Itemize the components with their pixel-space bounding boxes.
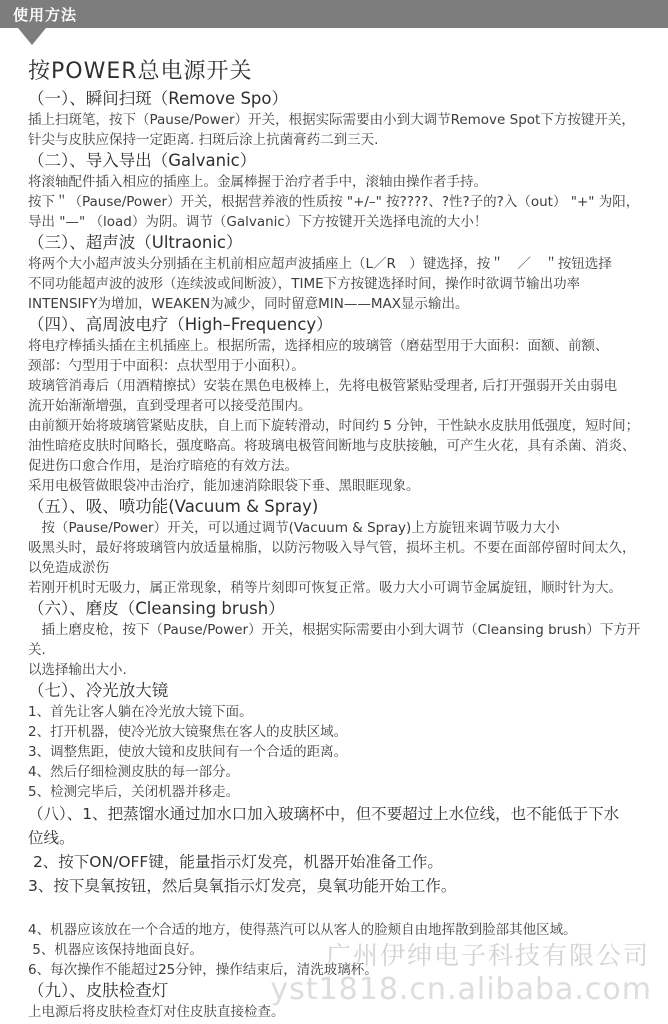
doc-line: 玻璃管消毒后（用酒精擦拭）安装在黑色电极棒上，先将电极管紧贴受理者, 后打开强弱开关由弱电: [28, 378, 618, 394]
doc-line: 以选择输出大小.: [28, 662, 127, 678]
doc-line: 上电源后将皮肤检查灯对住皮肤直接检查。: [28, 1004, 285, 1020]
section-heading: （五）、吸、喷功能(Vacuum & Spray): [28, 497, 319, 516]
doc-line: 4、然后仔细检测皮肤的每一部分。: [28, 764, 240, 780]
doc-line: 不同功能超声波的波形（连续波或间断波），TIME下方按键选择时间，操作时欲调节输出功率: [28, 276, 581, 292]
usage-method-tab-label: 使用方法: [13, 5, 78, 24]
doc-line: 插上扫斑笔，按下（Pause/Power）开关，根据实际需要由小到大调节Remove Spot下方按键开关，: [28, 112, 635, 128]
doc-line: 3、按下臭氧按钮，然后臭氧指示灯发亮，臭氧功能开始工作。: [28, 877, 457, 895]
doc-line: 3、调整焦距，使放大镜和皮肤间有一个合适的距离。: [28, 744, 348, 760]
section-heading: （三）、超声波（Ultraonic）: [28, 233, 243, 252]
doc-line: 采用电极管做眼袋冲击治疗，能加速消除眼袋下垂、黑眼眶现象。: [28, 478, 420, 494]
tab-pointer-arrow-icon: [18, 28, 46, 45]
watermark-url: yst1818.cn.alibaba.com: [270, 972, 652, 1007]
doc-line: 导出 "—" （load）为阴。调节（Galvanic）下方按键开关选择电流的大小！: [28, 214, 488, 230]
doc-line: 2、打开机器，使冷光放大镜聚焦在客人的皮肤区域。: [28, 724, 348, 740]
doc-line: 由前额开始将玻璃管紧贴皮肤，自上而下旋转滑动，时间约 5 分钟，干性缺水皮肤用低强度，短时间；: [28, 418, 640, 434]
instruction-document: [28, 57, 650, 1022]
doc-line: 插上磨皮枪，按下（Pause/Power）开关，根据实际需要由小到大调节（Cleansing brush）下方开关.: [28, 622, 641, 658]
doc-line: 4、机器应该放在一个合适的地方，使得蒸汽可以从客人的脸颊自由地挥散到脸部其他区域。: [28, 922, 577, 938]
doc-line: 6、每次操作不能超过25分钟，操作结束后，清洗玻璃杯。: [28, 962, 378, 978]
watermark-company: 广州伊绅电子科技有限公司: [325, 941, 650, 970]
doc-line: 按下＂（Pause/Power）开关，根据营养液的性质按 "+/–" 按????、?性?子的?入（out） "+" 为阳，: [28, 194, 640, 210]
doc-line: 5、机器应该保持地面良好。: [28, 942, 203, 958]
doc-line: 位线。: [28, 829, 75, 847]
section-heading: （七）、冷光放大镜: [28, 681, 169, 700]
doc-line: INTENSIFY为增加，WEAKEN为减少，同时留意MIN——MAX显示输出。: [28, 296, 469, 312]
doc-line: 5、检测完毕后，关闭机器并移走。: [28, 784, 240, 800]
doc-line: 将两个大小超声波头分别插在主机前相应超声波插座上（L／R ）键选择，按＂ ／ ＂按钮选择: [28, 256, 612, 272]
section-heading: （一）、瞬间扫斑（Remove Spo）: [28, 89, 288, 108]
doc-line: 按（Pause/Power）开关，可以通过调节(Vacuum & Spray)上方旋钮来调节吸力大小: [28, 520, 560, 536]
doc-line: 以免造成淤伤: [28, 560, 109, 576]
usage-method-tab: [0, 0, 668, 28]
doc-line: 促进伤口愈合作用，是治疗暗疮的有效方法。: [28, 458, 298, 474]
doc-line: 针尖与皮肤应保持一定距离. 扫斑后涂上抗菌膏药二到三天.: [28, 132, 379, 148]
doc-line: 1、首先让客人躺在冷光放大镜下面。: [28, 704, 253, 720]
doc-line: 若刚开机时无吸力，属正常现象，稍等片刻即可恢复正常。吸力大小可调节金属旋钮，顺时针为大。: [28, 580, 622, 596]
doc-line: 颈部：勺型用于中面积：点状型用于小面积）。: [28, 358, 305, 374]
doc-line: 将滚轴配件插入相应的插座上。金属棒握于治疗者手中，滚轴由操作者手持。: [28, 174, 487, 190]
section-heading: （九）、皮肤检查灯: [28, 981, 169, 1000]
document-body: [28, 88, 650, 1022]
section-heading: （二）、导入导出（Galvanic）: [28, 151, 257, 170]
doc-line: 油性暗疮皮肤时间略长，强度略高。将玻璃电极管间断地与皮肤接触，可产生火花，具有杀菌、消炎、: [28, 438, 636, 454]
section-heading: （四）、高周波电疗（High–Frequency）: [28, 315, 333, 334]
doc-line: [28, 898, 650, 920]
page-title: 按POWER总电源开关: [28, 59, 253, 84]
doc-line: 吸黑头时，最好将玻璃管内放适量棉脂，以防污物吸入导气管，损坏主机。不要在面部停留时间太久，: [28, 540, 636, 556]
doc-line: 2、按下ON/OFF键，能量指示灯发亮，机器开始准备工作。: [28, 853, 443, 871]
section-heading: （六）、磨皮（Cleansing brush）: [28, 599, 285, 618]
doc-line: 将电疗棒插头插在主机插座上。根据所需，选择相应的玻璃管（磨菇型用于大面积：面额、前额、: [28, 338, 609, 354]
doc-line: 流开始渐渐增强，直到受理者可以接受范围内。: [28, 398, 312, 414]
doc-line: （八）、1、把蒸馏水通过加水口加入玻璃杯中，但不要超过上水位线，也不能低于下水: [28, 805, 620, 823]
